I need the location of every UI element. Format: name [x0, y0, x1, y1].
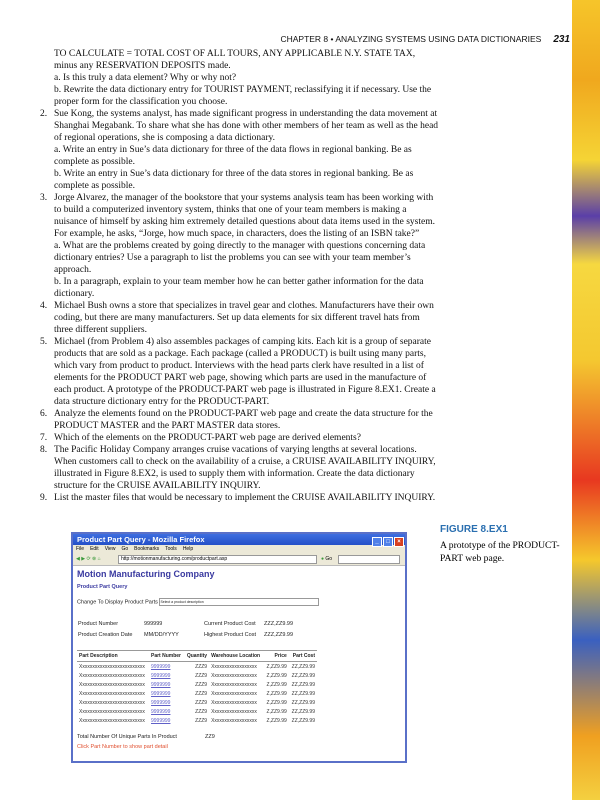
table-cell: Xxxxxxxxxxxxxxxxxxxxxxxxxx	[79, 699, 145, 706]
running-head	[150, 34, 570, 45]
problem-item	[40, 300, 440, 336]
table-cell: Xxxxxxxxxxxxxxxxxx	[211, 717, 257, 724]
table-cell: ZZ,ZZ9.99	[291, 699, 315, 706]
part-number-link[interactable]: 9999999	[151, 708, 171, 715]
problem-number: 5.	[40, 337, 48, 347]
table-cell: ZZZ9	[195, 681, 208, 688]
total-value: ZZ9	[204, 734, 215, 740]
table-cell: Xxxxxxxxxxxxxxxxxx	[211, 708, 257, 715]
table-row	[77, 680, 317, 689]
creation-date-label: Product Creation Date	[78, 632, 133, 638]
problem-number: 6.	[40, 409, 48, 419]
table-cell: Xxxxxxxxxxxxxxxxxxxxxxxxxx	[79, 717, 145, 724]
problem-item	[40, 108, 440, 144]
problem-text: Analyze the elements found on the PRODUCT-PART web page and create the data structure for the PRODUCT MASTER and the PART MASTER data stores.	[54, 409, 433, 431]
table-cell: ZZ,ZZ9.99	[291, 663, 315, 670]
product-number-label: Product Number	[78, 621, 119, 627]
problem-number: 7.	[40, 433, 48, 443]
total-parts	[77, 734, 401, 740]
table-cell: ZZZ9	[195, 663, 208, 670]
figure-caption-text: A prototype of the PRODUCT-PART web page.	[440, 540, 560, 564]
problem-item	[40, 192, 440, 240]
table-cell: Xxxxxxxxxxxxxxxxxx	[211, 699, 257, 706]
sub-question-b: b. Write an entry in Sue’s data dictionary for three of the data stores in regional banking. Be as complete as possible.	[54, 169, 414, 191]
part-number-link[interactable]: 9999999	[151, 663, 171, 670]
part-number-link[interactable]: 9999999	[151, 690, 171, 697]
column-header[interactable]: Warehouse Location	[209, 651, 264, 662]
problem-number: 4.	[40, 301, 48, 311]
table-cell: Xxxxxxxxxxxxxxxxxxxxxxxxxx	[79, 663, 145, 670]
menu-item[interactable]: Edit	[90, 546, 99, 552]
table-cell: Xxxxxxxxxxxxxxxxxx	[211, 672, 257, 679]
problem-number: 8.	[40, 445, 48, 455]
problem-text: List the master files that would be necessary to implement the CRUISE AVAILABILITY INQUIRY.	[54, 493, 436, 503]
intro-text: TO CALCULATE = TOTAL COST OF ALL TOURS, ANY APPLICABLE N.Y. STATE TAX, minus any RESERVATION DEPOSITS made.	[54, 49, 416, 71]
problem-text: The Pacific Holiday Company arranges cruise vacations of varying lengths at several locations. When customers call to check on the availability of a cruise, a CRUISE AVAILABILITY INQUIRY, illustrated in Figure 8.EX2, is used to supply them with information. Create the data dictionary structure for the CRUISE AVAILABILITY INQUIRY.	[54, 445, 436, 491]
problem-text: Michael (from Problem 4) also assembles packages of camping kits. Each kit is a group of separate products that are sold as a package. Each package (called a PRODUCT) is built using many parts, which vary from product to product. Interviews with the head parts clerk have resulted in a list of elements for the PRODUCT PART web page, showing which parts are used in the manufacture of each product. A prototype of the PRODUCT-PART web page is illustrated in Figure 8.EX1. Create a data structure dictionary entry for the PRODUCT-PART.	[54, 337, 436, 407]
hint-text: Click Part Number to show part detail	[77, 744, 168, 750]
table-cell: ZZ,ZZ9.99	[291, 681, 315, 688]
table-row	[77, 662, 317, 672]
page-content	[73, 566, 405, 753]
current-cost-value: ZZZ,ZZ9.99	[264, 621, 294, 627]
table-cell: Xxxxxxxxxxxxxxxxxxxxxxxxxx	[79, 708, 145, 715]
table-cell: Z,ZZ9.99	[266, 690, 287, 697]
product-number-value: 999999	[144, 621, 163, 627]
table-cell: Xxxxxxxxxxxxxxxxxxxxxxxxxx	[79, 690, 145, 697]
table-cell: Z,ZZ9.99	[266, 717, 287, 724]
search-box[interactable]	[338, 555, 400, 564]
problem-number: 3.	[40, 193, 48, 203]
current-cost-label: Current Product Cost	[204, 621, 256, 627]
table-cell: ZZZ9	[195, 717, 208, 724]
table-row	[77, 689, 317, 698]
page-number: 231	[553, 34, 570, 45]
table-cell: Xxxxxxxxxxxxxxxxxx	[211, 690, 257, 697]
minimize-icon[interactable]: _	[372, 537, 382, 547]
browser-window-figure	[71, 532, 407, 763]
figure-caption	[440, 524, 565, 565]
table-cell: ZZ,ZZ9.99	[291, 690, 315, 697]
part-number-link[interactable]: 9999999	[151, 672, 171, 679]
product-fields	[78, 621, 401, 638]
problem-number: 2.	[40, 109, 48, 119]
problem-item	[40, 444, 440, 492]
main-column	[40, 48, 440, 763]
highest-cost-label: Highest Product Cost	[204, 632, 256, 638]
menu-item[interactable]: File	[76, 546, 85, 552]
table-cell: Xxxxxxxxxxxxxxxxxxxxxxxxxx	[79, 681, 145, 688]
table-row	[77, 716, 317, 725]
problem-item	[40, 492, 440, 504]
total-label: Total Number Of Unique Parts In Product	[77, 734, 177, 740]
sub-question-b: b. In a paragraph, explain to your team member how he can better gather information for the data dictionary.	[54, 277, 424, 299]
table-cell: ZZZ9	[195, 708, 208, 715]
window-title: Product Part Query - Mozilla Firefox	[77, 535, 205, 544]
table-cell: Xxxxxxxxxxxxxxxxxx	[211, 681, 257, 688]
company-name: Motion Manufacturing Company	[77, 569, 215, 579]
maximize-icon[interactable]: □	[383, 537, 393, 547]
figure-label: FIGURE 8.EX1	[440, 524, 508, 535]
part-number-link[interactable]: 9999999	[151, 699, 171, 706]
page-subtitle: Product Part Query	[77, 584, 128, 590]
problem-item	[40, 408, 440, 432]
column-header[interactable]: Part Description	[77, 651, 149, 662]
table-cell: Xxxxxxxxxxxxxxxxxx	[211, 663, 257, 670]
intro-question-a: a. Is this truly a data element? Why or why not?	[54, 73, 237, 83]
menu-item[interactable]: Bookmarks	[134, 546, 160, 552]
table-cell: ZZZ9	[195, 699, 208, 706]
close-icon[interactable]: ×	[394, 537, 404, 547]
table-cell: ZZ,ZZ9.99	[291, 672, 315, 679]
product-select[interactable]: Select a product description	[159, 598, 319, 606]
table-row	[77, 707, 317, 716]
problem-text: Jorge Alvarez, the manager of the bookstore that your systems analysis team has been working with to build a computerized inventory system, thinks that one of your team members is making a nuisance of himself by asking him extremely detailed questions about data items used in the system. For example, he asks, “Jorge, how much space, in characters, does the listing of an ISBN take?”	[54, 193, 435, 239]
table-cell: Xxxxxxxxxxxxxxxxxxxxxxxxxx	[79, 672, 145, 679]
menu-bar	[73, 545, 405, 553]
table-row	[77, 671, 317, 680]
problem-text: Which of the elements on the PRODUCT-PART web page are derived elements?	[54, 433, 361, 443]
menu-item[interactable]: Go	[121, 546, 129, 552]
part-number-link[interactable]: 9999999	[151, 681, 171, 688]
decorative-color-strip	[572, 0, 600, 800]
table-cell: ZZ,ZZ9.99	[291, 717, 315, 724]
table-row	[77, 698, 317, 707]
column-header[interactable]: Part Cost	[289, 651, 317, 662]
sub-question-a: a. What are the problems created by going directly to the manager with questions concerning data dictionary entries? Use a paragraph to list the problems you can see with your team member’s approach.	[54, 241, 426, 275]
part-number-link[interactable]: 9999999	[151, 717, 171, 724]
select-label: Change To Display Product Parts	[77, 599, 158, 606]
table-cell: ZZ,ZZ9.99	[291, 708, 315, 715]
table-cell: Z,ZZ9.99	[266, 708, 287, 715]
go-button[interactable]: ● Go	[321, 556, 333, 562]
problem-number: 9.	[40, 493, 48, 503]
problem-text: Michael Bush owns a store that specializes in travel gear and clothes. Manufacturers have their own coding, but there are many manufacturers. Set up data elements for six different travel hats from three different suppliers.	[54, 301, 434, 335]
table-cell: Z,ZZ9.99	[266, 672, 287, 679]
table-cell: Z,ZZ9.99	[266, 663, 287, 670]
problem-list	[40, 48, 440, 504]
column-header[interactable]: Quantity	[184, 651, 209, 662]
highest-cost-value: ZZZ,ZZ9.99	[264, 632, 294, 638]
intro-question-b: b. Rewrite the data dictionary entry for TOURIST PAYMENT, reclassifying it if necessary. Use the proper form for the classification you choose.	[54, 85, 432, 107]
problem-text: Sue Kong, the systems analyst, has made significant progress in understanding the data movement at Shanghai Megabank. To share what she has done with other members of her team as well as the head of regional operations, she is composing a data dictionary.	[54, 109, 439, 143]
table-cell: Z,ZZ9.99	[266, 699, 287, 706]
problem-item	[40, 432, 440, 444]
column-header[interactable]: Price	[264, 651, 289, 662]
problem-item	[40, 336, 440, 408]
creation-date-value: MM/DD/YYYY	[144, 632, 179, 638]
table-cell: ZZZ9	[195, 672, 208, 679]
chapter-title: CHAPTER 8 • ANALYZING SYSTEMS USING DATA DICTIONARIES	[280, 34, 542, 44]
menu-item[interactable]: Tools	[165, 546, 177, 552]
menu-item[interactable]: View	[104, 546, 116, 552]
parts-table	[77, 650, 317, 725]
column-header[interactable]: Part Number	[149, 651, 184, 662]
table-cell: Z,ZZ9.99	[266, 681, 287, 688]
table-cell: ZZZ9	[195, 690, 208, 697]
back-forward-icons[interactable]: ◀ ▶ ⟳ ⊗ ⌂	[76, 556, 101, 562]
navigation-toolbar	[73, 553, 405, 566]
menu-item[interactable]: Help	[182, 546, 194, 552]
sub-question-a: a. Write an entry in Sue’s data dictionary for three of the data flows in regional banking. Be as complete as possible.	[54, 145, 412, 167]
address-bar[interactable]: http://motionmanufacturing.com/productpart.asp	[118, 555, 317, 564]
title-bar	[73, 534, 405, 545]
